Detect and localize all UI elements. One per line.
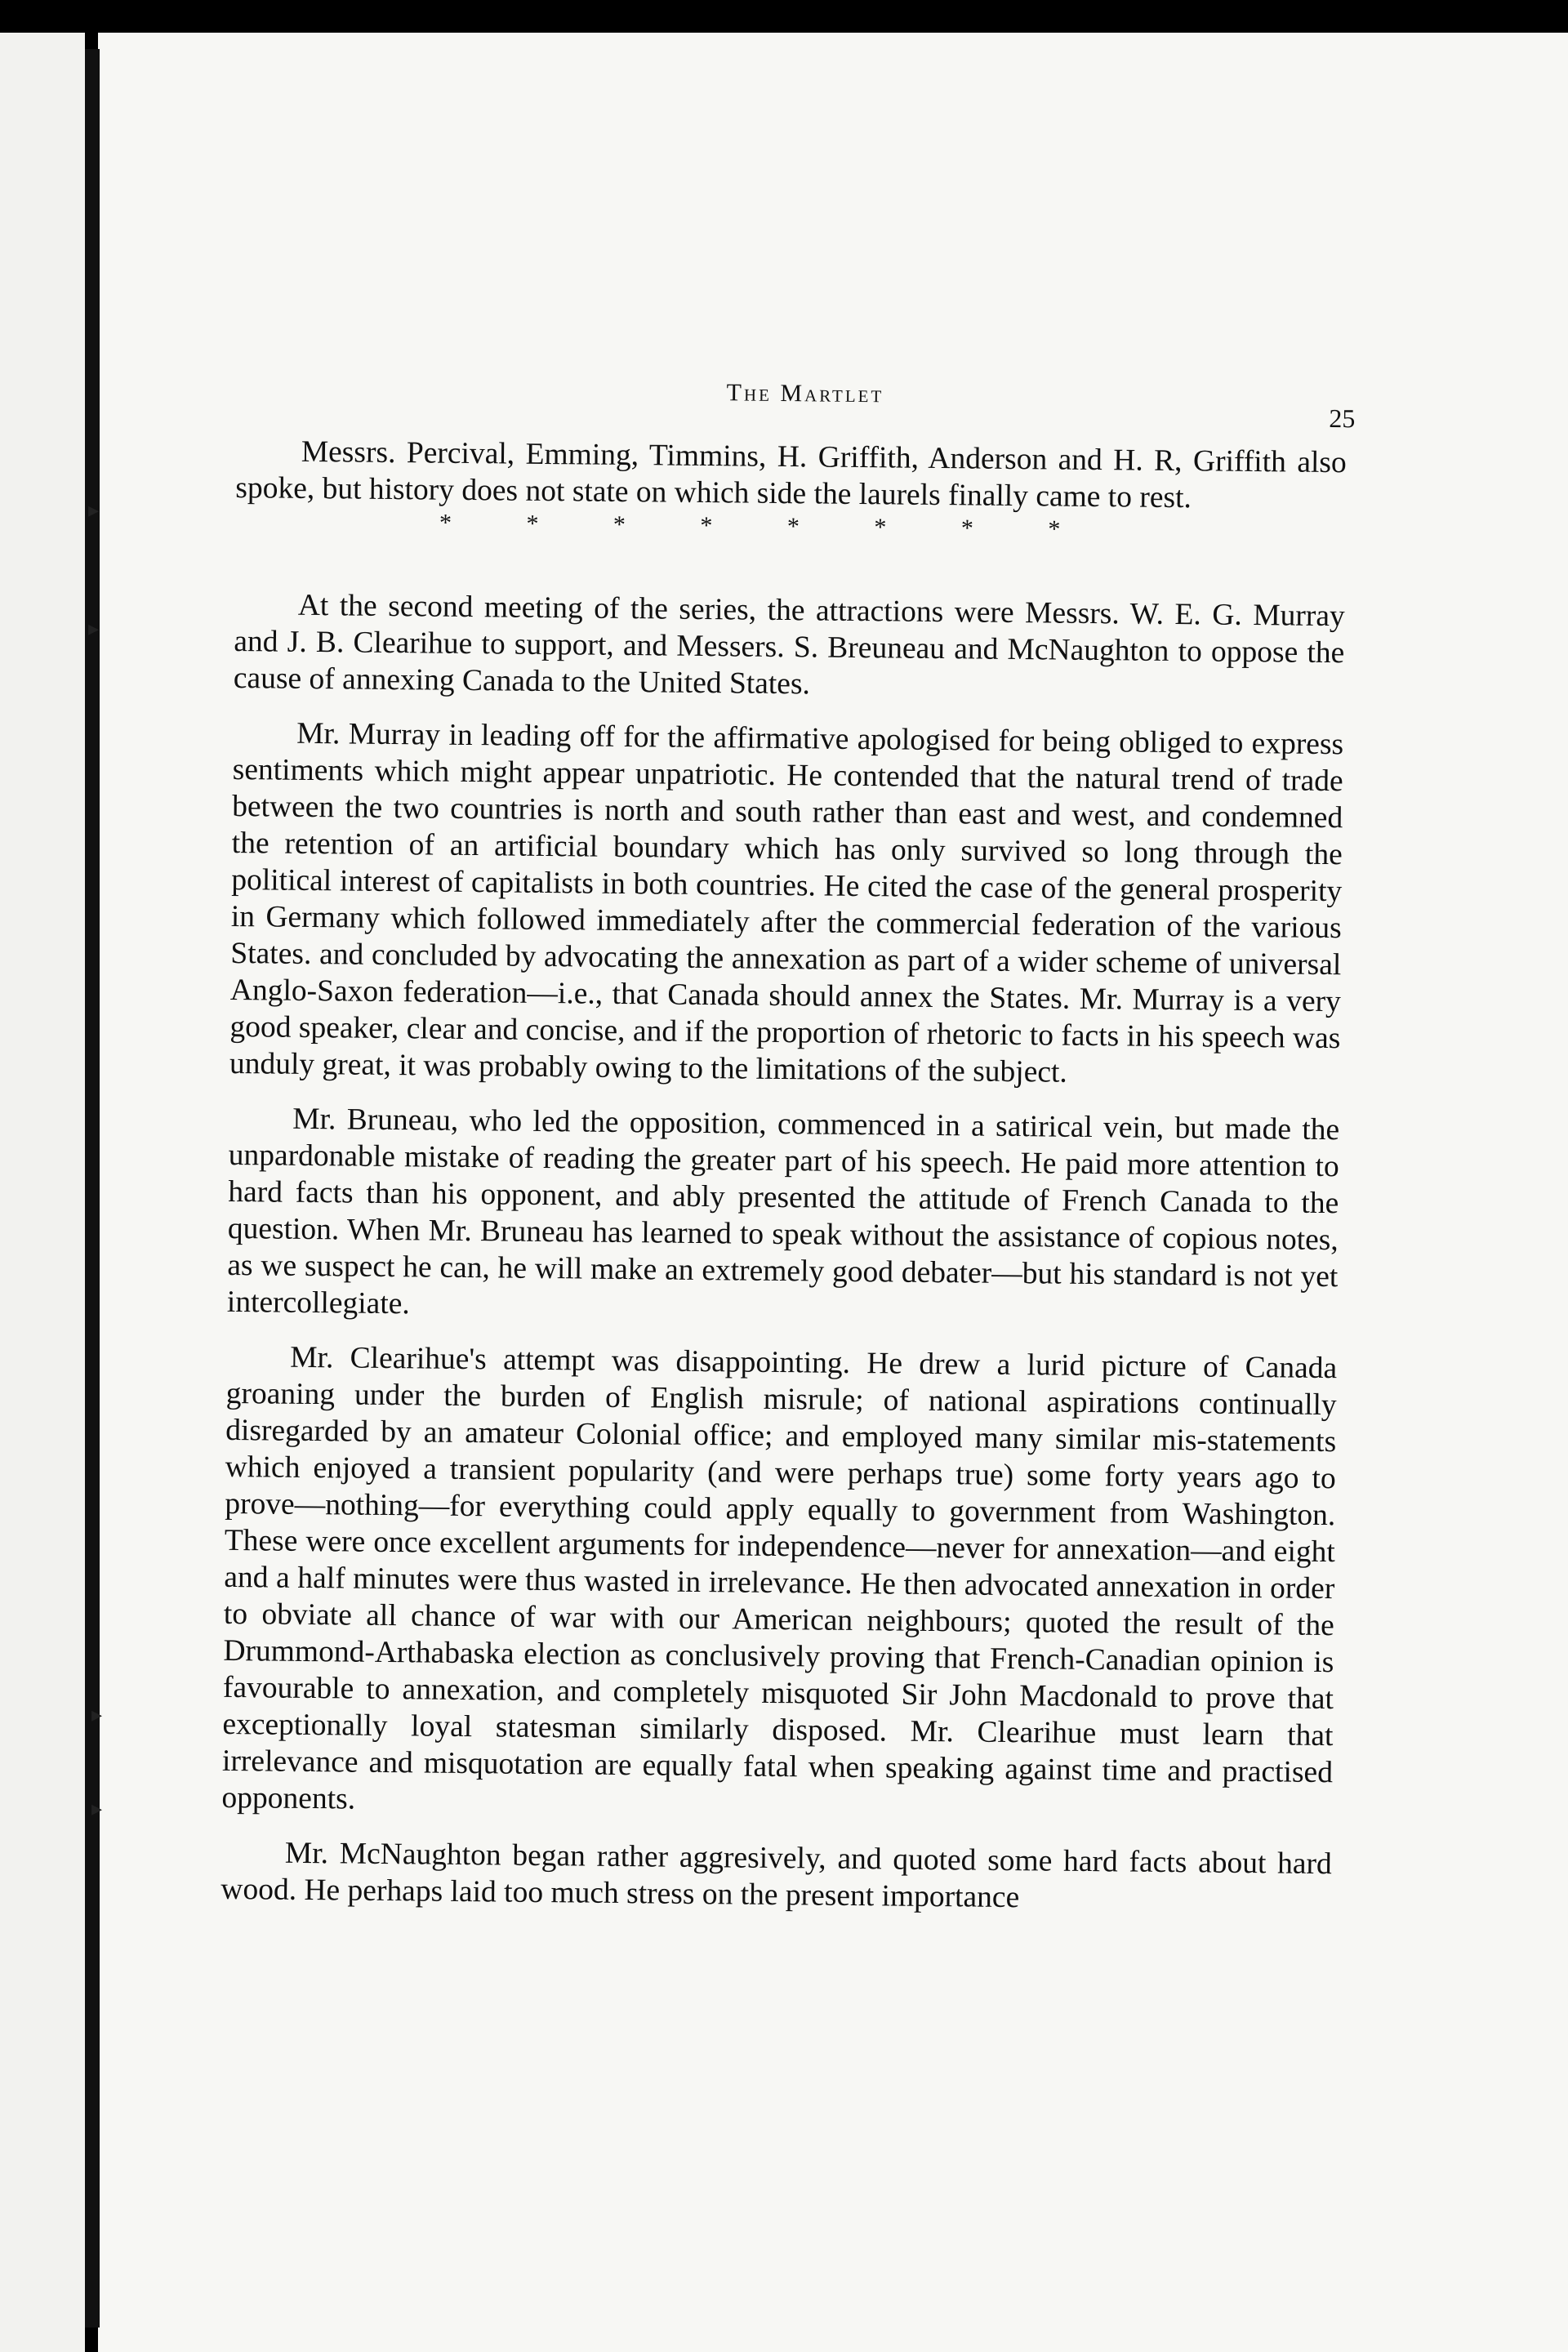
page-gutter	[85, 49, 103, 2328]
margin-mark: ▸	[88, 617, 100, 641]
paragraph: At the second meeting of the series, the attractions were Messrs. W. E. G. Murray and J. B. Clearihue to support, and Messers. S. Breuneau and McNaughton to oppose the cause of annexing Canada to the United States.	[233, 588, 1345, 702]
page-number: 25	[1329, 403, 1356, 434]
paragraph: Mr. McNaughton began rather aggresively, and quoted some hard facts about hard wood. He perhaps laid too much stress on the present importance	[220, 1836, 1332, 1915]
margin-mark: ▸	[91, 1797, 103, 1821]
margin-mark: ▸	[91, 1703, 103, 1727]
margin-mark: ▸	[88, 498, 100, 523]
facing-page-edge	[0, 33, 85, 2352]
page-text	[220, 359, 1356, 1919]
paragraph: Messrs. Percival, Emming, Timmins, H. Griffith, Anderson and H. R, Griffith also spoke, but history does not state on which side the laurels finally came to rest.	[235, 434, 1347, 515]
paragraph: Mr. Clearihue's attempt was disappointing. He drew a lurid picture of Canada groaning under the burden of English misrule; of national aspirations continually disregarded by an amateur Colonial office; and employed many similar mis-statements which enjoyed a transient popularity (and were perhaps true) some forty years ago to prove—nothing—for everything could apply equally to government from Washington. These were once excellent arguments for independence—never for annexation—and eight and a half minutes were thus wasted in irrelevance. He then advocated annexation in order to obviate all chance of war with our American neighbours; quoted the result of the Drummond-Arthabaska election as conclusively proving that French-Canadian opinion is favourable to annexation, and completely misquoted Sir John Macdonald to prove that exceptionally loyal statesman similarly disposed. Mr. Clearihue must learn that irrelevance and misquotation are equally fatal when speaking against time and practised opponents.	[221, 1340, 1338, 1816]
section-separator: * * * * * * * *	[439, 509, 1062, 543]
running-title: The Martlet	[726, 379, 884, 408]
paragraph: Mr. Bruneau, who led the opposition, commenced in a satirical vein, but made the unpardonable mistake of reading the greater part of his speech. He paid more attention to hard facts than his opponent, and ably presented the attitude of French Canada to the question. When Mr. Bruneau has learned to speak without the assistance of copious notes, as we suspect he can, he will make an extremely good debater—but his standard is not yet intercollegiate.	[226, 1102, 1340, 1321]
page-header	[236, 359, 1356, 444]
paragraph: Mr. Murray in leading off for the affirmative apologised for being obliged to express sentiments which might appear unpatriotic. He contended that the natural trend of trade between the two countries is north and south rather than east and west, and condemned the retention of an artificial boundary which has only survived so long through the political interest of capitalists in both countries. He cited the case of the general prosperity in Germany which followed immediately after the commercial federation of the various States. and concluded by advocating the annexation as part of a wider scheme of universal Anglo-Saxon federation—i.e., that Canada should annex the States. Mr. Murray is a very good speaker, clear and concise, and if the proportion of rhetoric to facts in his speech was unduly great, it was probably owing to the limitations of the subject.	[229, 716, 1344, 1089]
